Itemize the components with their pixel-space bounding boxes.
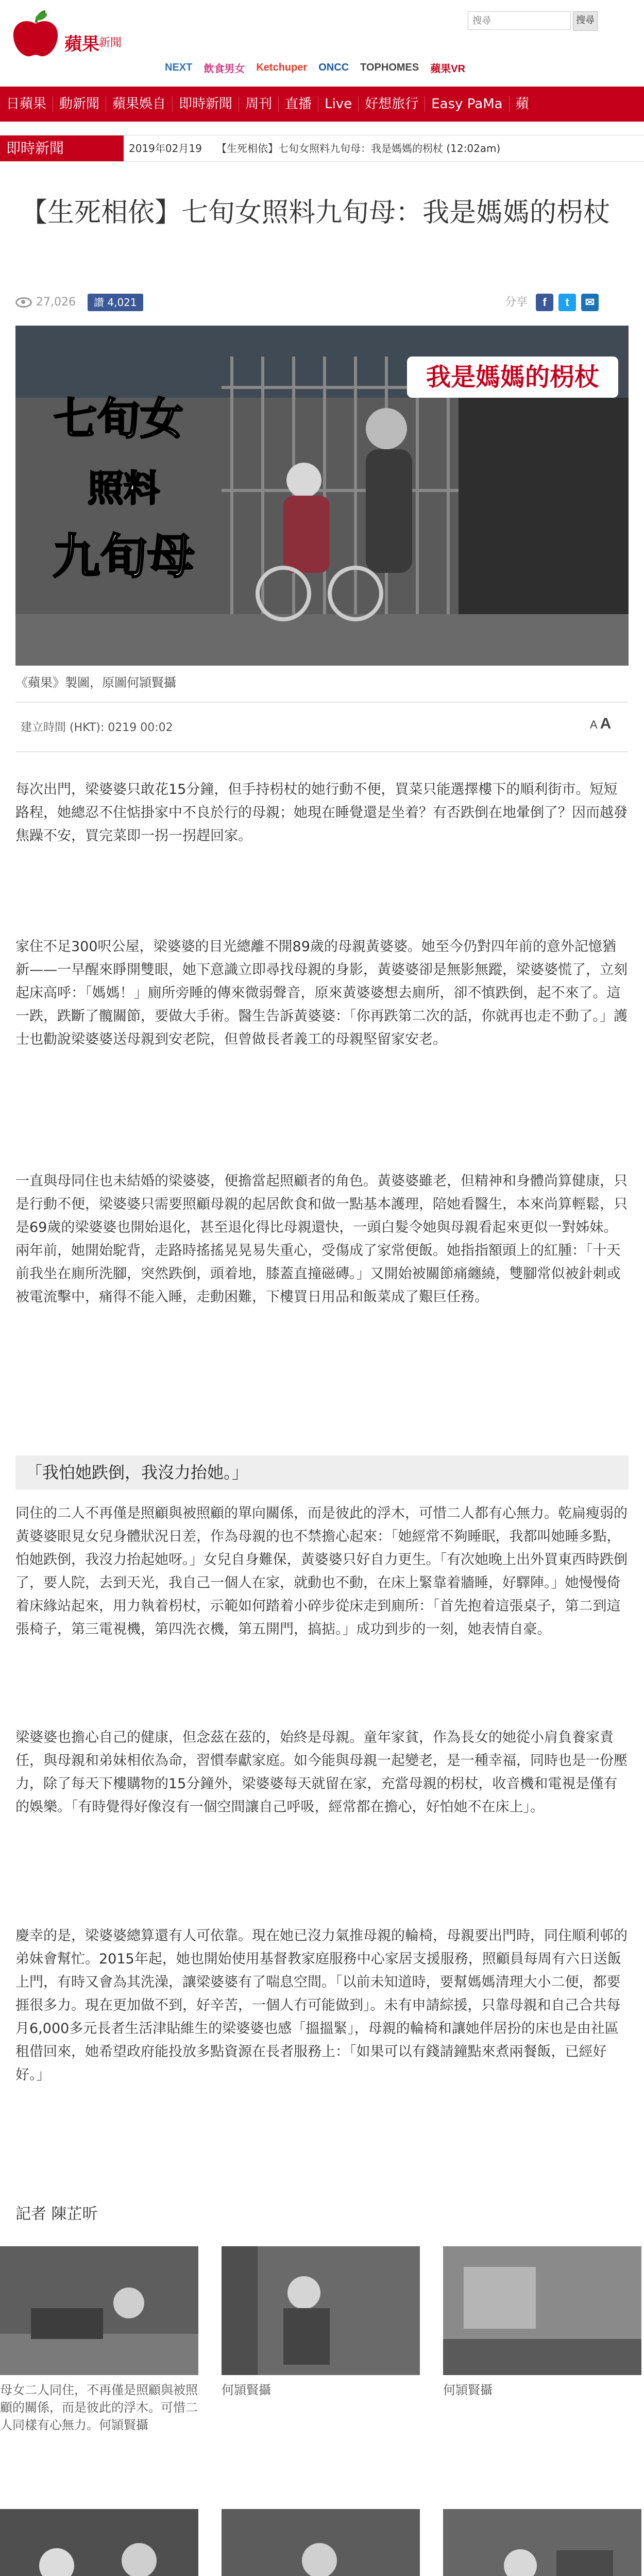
meta-divider bbox=[15, 751, 629, 752]
gallery-caption-3: 何頴賢攝 bbox=[443, 2383, 493, 2397]
hero-headline-3: 九旬母 bbox=[52, 529, 195, 584]
nav-item-realtime[interactable]: 即時新聞 bbox=[173, 96, 239, 112]
view-count bbox=[15, 291, 76, 314]
nav-item-weekly[interactable]: 周刊 bbox=[239, 96, 279, 112]
hero-tag: 我是媽媽的枴杖 bbox=[426, 363, 600, 392]
site-header bbox=[0, 0, 644, 93]
twitter-share-icon[interactable]: t bbox=[558, 294, 576, 311]
photo-placeholder-icon bbox=[443, 2246, 641, 2375]
facebook-like-button[interactable]: 讚 4,021 bbox=[88, 294, 143, 311]
gallery-photo-3[interactable] bbox=[443, 2246, 641, 2375]
gallery-photo-5[interactable] bbox=[222, 2509, 420, 2576]
gallery-photo-6[interactable] bbox=[443, 2509, 641, 2576]
eye-icon bbox=[15, 297, 32, 308]
pull-quote: 「我怕她跌倒，我沒力抬她。」 bbox=[15, 1455, 629, 1489]
ticker-headline[interactable]: 【生死相依】七旬女照料九旬母：我是媽媽的枴杖 (12:02am) bbox=[216, 142, 501, 155]
facebook-share-icon[interactable]: f bbox=[536, 294, 553, 311]
share-label: 分享 bbox=[505, 296, 528, 309]
nav-item-easypama[interactable]: Easy PaMa bbox=[425, 96, 509, 112]
photo-placeholder-icon bbox=[222, 2509, 420, 2576]
font-size-small-button[interactable]: A bbox=[590, 718, 597, 731]
search-input[interactable] bbox=[468, 11, 571, 30]
hero-illustration bbox=[15, 326, 629, 666]
hero-image[interactable] bbox=[15, 326, 629, 666]
partner-link-ketchuper[interactable]: Ketchuper bbox=[256, 61, 308, 73]
photo-placeholder-icon bbox=[443, 2509, 641, 2576]
view-count-value: 27,026 bbox=[36, 296, 76, 309]
article-meta bbox=[15, 291, 629, 314]
article-paragraph-1: 每次出門，梁婆婆只敢花15分鐘，但手持枴杖的她行動不便，買菜只能選擇樓下的順利街市。短短路程，她總忍不住惦掛家中不良於行的母親；她現在睡覺還是坐着？有否跌倒在地暈倒了？因而越發焦躁不安，買完菜即一拐一拐趕回家。 bbox=[15, 782, 628, 844]
gallery-photo-1[interactable] bbox=[0, 2246, 198, 2375]
email-share-icon[interactable]: ✉ bbox=[581, 294, 599, 311]
gallery-caption-1: 母女二人同住，不再僅是照顧與被照顧的關係，而是彼此的浮木。可惜二人同樣有心無力。何頴賢攝 bbox=[0, 2383, 198, 2432]
font-size-controls bbox=[590, 715, 611, 733]
partner-links bbox=[165, 56, 639, 79]
nav-item-live[interactable]: 直播 bbox=[279, 96, 318, 112]
partner-link-oncc[interactable]: ONCC bbox=[318, 61, 349, 73]
nav-item-live-tv[interactable]: Live bbox=[318, 96, 359, 112]
nav-item-video[interactable]: 動新聞 bbox=[53, 96, 106, 112]
search-button[interactable]: 搜尋 bbox=[573, 11, 598, 31]
nav-item-entertainment[interactable]: 蘋果娛自 bbox=[106, 96, 173, 112]
nav-item-more[interactable]: 蘋 bbox=[515, 96, 529, 112]
hero-caption: 《蘋果》製圖，原圖何頴賢攝 bbox=[15, 675, 176, 690]
article-author: 記者 陳芷昕 bbox=[15, 2205, 98, 2223]
gallery-caption-2: 何頴賢攝 bbox=[222, 2383, 271, 2397]
breaking-news-ticker bbox=[0, 135, 644, 162]
logo-subtitle[interactable]: 新聞 bbox=[99, 37, 122, 49]
hero-headline-2: 照料 bbox=[88, 467, 160, 510]
partner-link-tophomes[interactable]: TOPHOMES bbox=[360, 61, 419, 73]
hero-headline-1: 七旬女 bbox=[53, 394, 184, 444]
font-size-large-button[interactable]: A bbox=[600, 715, 612, 732]
photo-placeholder-icon bbox=[0, 2246, 198, 2375]
nav-item-daily[interactable]: 日蘋果 bbox=[0, 96, 53, 112]
article-paragraph-6: 慶幸的是，梁婆婆總算還有人可依靠。現在她已沒力氣推母親的輪椅，母親要出門時，同住順利邨的弟妹會幫忙。2015年起，她也開始使用基督教家庭服務中心家居支援服務，照顧員每周有六日送飯上門，有時又會為其洗澡，讓梁婆婆有了喘息空間。「以前未知道時，要幫媽媽清理大小二便，都要捱很多力。現在更加做不到，好辛苦，一個人冇可能做到」。未有申請綜援，只靠母親和自己合共每月6,000多元長者生活津貼維生的梁婆婆也感「搵搵緊」，母親的輪椅和讓她伴居扮的床也是由社區租借回來，她希望政府能投放多點資源在長者服務上：「如果可以有錢請鐘點來煮兩餐飯，已經好好。」 bbox=[15, 1928, 628, 2083]
article-paragraph-4: 同住的二人不再僅是照顧與被照顧的單向關係，而是彼此的浮木，可惜二人都有心無力。乾扁瘦弱的黃婆婆眼見女兒身體狀況日差，作為母親的也不禁擔心起來：「她經常不夠睡眠，我都叫她睡多點，怕她跌倒，我沒力抬起她呀。」女兒自身難保，黃婆婆只好自力更生。「有次她晚上出外買東西時跌倒了，要人院，去到天光，我自己一個人在家，就動也不動，在床上緊靠着牆睡，好驛陣。」她慢慢倚着床緣站起來，用力執着枴杖，示範如何踏着小碎步從床走到廁所：「首先抱着這張桌子，第二到這張椅子，第三電視機，第四洗衣機，第五開門，搞掂。」成功到步的一刻，她表情自豪。 bbox=[15, 1505, 628, 1637]
article-paragraph-3: 一直與母同住也未結婚的梁婆婆，便擔當起照顧者的角色。黃婆婆雖老，但精神和身體尚算健康，只是行動不便，梁婆婆只需要照顧母親的起居飲食和做一點基本護理，陪她看醫生，本來尚算輕鬆，只是69歲的梁婆婆也開始退化，甚至退化得比母親還快，一頭白髮令她與母親看起來更似一對姊妹。兩年前，她開始駝背，走路時搖搖晃晃易失重心，受傷成了家常便飯。她指指額頭上的紅腫：「十天前我坐在廁所洗腳，突然跌倒，頭着地，膝蓋直撞磁磚。」又開始被關節痛纏繞，雙腳常似被針刺或被電流擊中，痛得不能入睡，走動困難，下樓買日用品和飯菜成了艱巨任務。 bbox=[15, 1173, 628, 1305]
gallery-photo-4[interactable] bbox=[0, 2509, 198, 2576]
apple-logo-icon[interactable] bbox=[7, 8, 64, 60]
main-nav bbox=[0, 87, 644, 122]
photo-placeholder-icon bbox=[222, 2246, 420, 2375]
article-paragraph-5: 梁婆婆也擔心自己的健康，但念茲在茲的，始終是母親。童年家貧，作為長女的她從小肩負養家責任，與母親和弟妹相依為命，習慣奉獻家庭。如今能與母親一起變老，是一種幸福，同時也是一份壓力，除了每天下樓購物的15分鐘外，梁婆婆每天就留在家，充當母親的枴杖，收音機和電視是僅有的娛樂。「有時覺得好像沒有一個空間讓自己呼吸，經常都在擔心，好怕她不在床上」。 bbox=[15, 1730, 628, 1815]
gallery-photo-2[interactable] bbox=[222, 2246, 420, 2375]
logo-text[interactable]: 蘋果 bbox=[64, 35, 99, 54]
partner-link-applevr[interactable]: 蘋果VR bbox=[430, 63, 466, 75]
photo-placeholder-icon bbox=[0, 2509, 198, 2576]
nav-item-travel[interactable]: 好想旅行 bbox=[359, 96, 425, 112]
partner-link-next[interactable]: NEXT bbox=[165, 61, 193, 73]
ticker-label[interactable]: 即時新聞 bbox=[0, 135, 124, 161]
publish-time: 建立時間 (HKT): 0219 00:02 bbox=[21, 721, 173, 734]
partner-link-eat[interactable]: 飲食男女 bbox=[204, 63, 245, 75]
article-paragraph-2: 家住不足300呎公屋，梁婆婆的目光總離不開89歲的母親黃婆婆。她至今仍對四年前的意外記憶猶新——一早醒來睜開雙眼，她下意識立即尋找母親的身影，黃婆婆卻是無影無蹤，梁婆婆慌了，立刻起床高呼：「媽媽！」廁所旁睡的傳來微弱聲音，原來黃婆婆想去廁所，卻不慎跌倒，起不來了。這一跌，跌斷了髖關節，要做大手術。醫生告訴黃婆婆：「你再跌第二次的話，你就再也走不動了。」護士也勸說梁婆婆送母親到安老院，但曾做長者義工的母親堅留家安老。 bbox=[15, 939, 628, 1047]
ticker-date: 2019年02月19 bbox=[129, 142, 202, 155]
article-title: 【生死相依】七旬女照料九旬母：我是媽媽的枴杖 bbox=[21, 197, 611, 228]
caption-divider bbox=[15, 702, 629, 703]
